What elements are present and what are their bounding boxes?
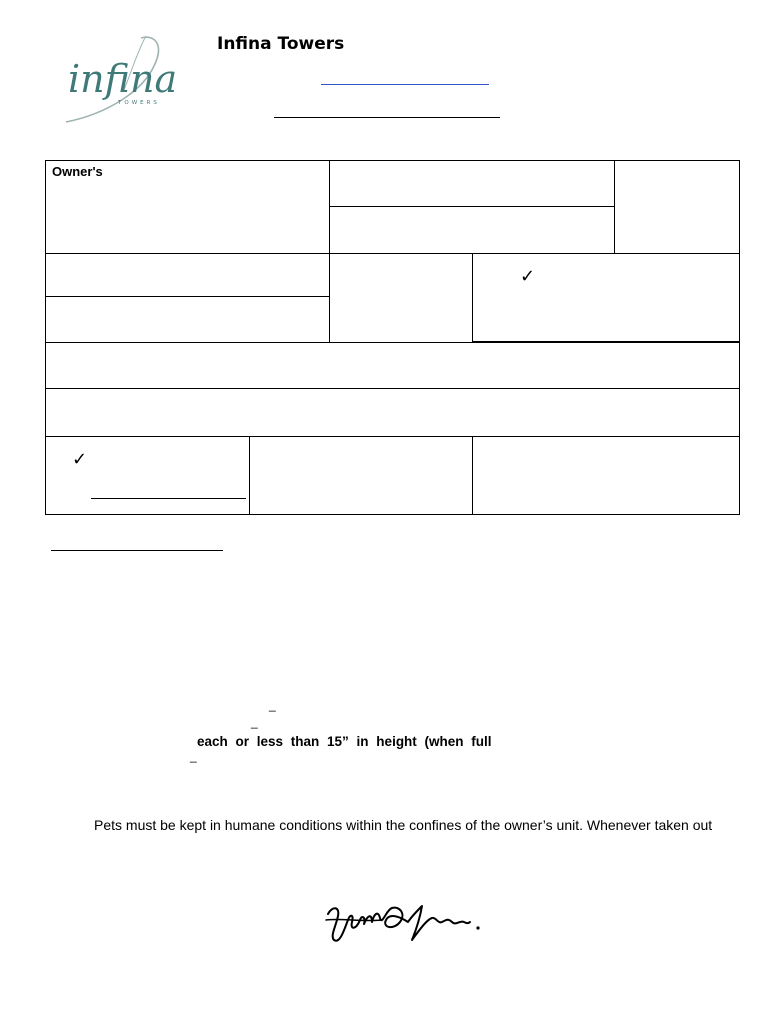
- title-underline: [274, 117, 500, 118]
- company-name: Infina Towers: [217, 34, 345, 54]
- field-cell-r2-middle[interactable]: [329, 253, 473, 343]
- logo-subtitle: TOWERS: [118, 100, 160, 106]
- blank-dash: _: [251, 715, 258, 729]
- registration-form: [45, 160, 740, 515]
- checkmark-icon: ✓: [72, 449, 88, 470]
- option-cell-r2-right[interactable]: [472, 253, 740, 343]
- field-cell-r1-top[interactable]: [329, 160, 615, 207]
- checkmark-icon: ✓: [520, 266, 536, 287]
- field-cell-r1-bottom[interactable]: [329, 206, 615, 254]
- logo-wordmark: infina: [68, 57, 178, 101]
- owner-name-cell[interactable]: [45, 160, 330, 254]
- option-cell-r5-left[interactable]: [45, 436, 250, 515]
- infina-towers-logo: [46, 30, 186, 130]
- blank-dash: _: [190, 749, 197, 763]
- field-cell-r5-right[interactable]: [472, 436, 740, 515]
- section-heading-underline: [51, 550, 223, 551]
- field-cell-r3[interactable]: [45, 342, 740, 389]
- pet-size-fragment: each or less than 15” in height (when full: [197, 734, 492, 749]
- logo-graphic: [46, 30, 186, 130]
- link-underline: [321, 84, 489, 85]
- signature-graphic: [322, 900, 484, 948]
- field-cell-r1-right[interactable]: [614, 160, 740, 254]
- pets-policy-text: Pets must be kept in humane conditions within the confines of the owner’s unit. Whenever taken out: [94, 817, 713, 833]
- blank-dash: _: [269, 698, 276, 712]
- owner-label: Owner's: [52, 164, 103, 179]
- field-cell-r2-bottom[interactable]: [45, 296, 330, 343]
- signature-underline: [91, 498, 246, 499]
- handwritten-signature: [322, 900, 484, 948]
- field-cell-r5-middle[interactable]: [249, 436, 473, 515]
- field-cell-r2-top[interactable]: [45, 253, 330, 297]
- field-cell-r4[interactable]: [45, 388, 740, 437]
